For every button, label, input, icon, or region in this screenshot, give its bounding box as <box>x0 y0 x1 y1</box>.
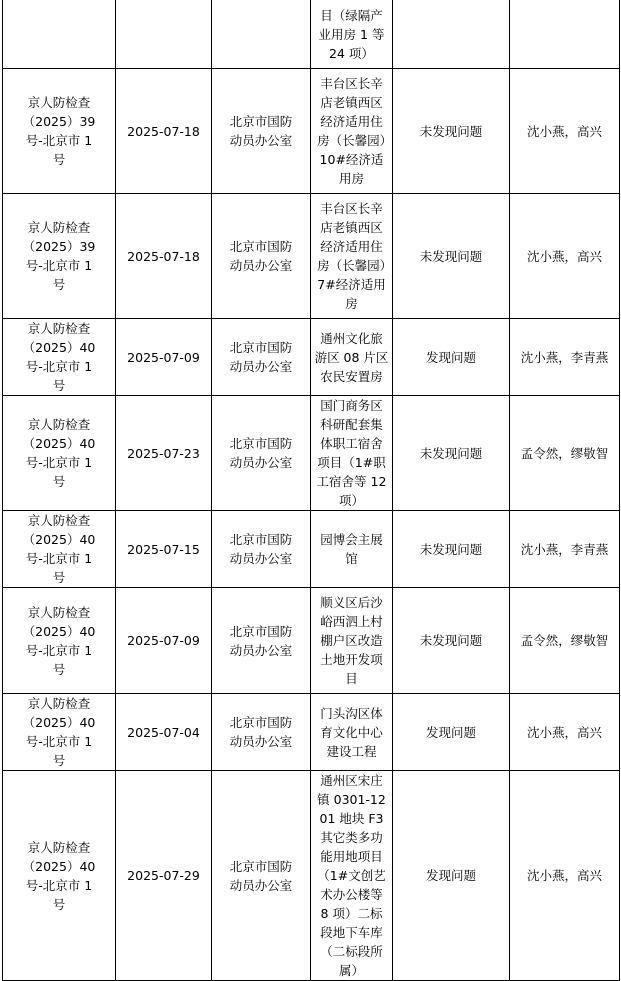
table-row <box>3 694 620 771</box>
inspecting-org-cell <box>212 0 311 69</box>
inspecting-org-cell: 北京市国防动员办公室 <box>212 396 311 511</box>
inspectors-cell: 沈小燕，高兴 <box>510 69 620 194</box>
inspection-date-cell: 2025-07-15 <box>116 511 212 588</box>
table-row <box>3 511 620 588</box>
project-name-cell: 顺义区后沙峪西泗上村棚户区改造土地开发项目 <box>311 588 393 694</box>
inspectors-cell <box>510 0 620 69</box>
inspectors-cell: 沈小燕，高兴 <box>510 694 620 771</box>
table-row <box>3 0 620 69</box>
inspection-result-cell <box>393 0 510 69</box>
inspection-result-cell: 发现问题 <box>393 694 510 771</box>
inspection-date-cell: 2025-07-09 <box>116 319 212 396</box>
inspecting-org-cell: 北京市国防动员办公室 <box>212 771 311 981</box>
inspection-date-cell: 2025-07-09 <box>116 588 212 694</box>
inspectors-cell: 沈小燕，高兴 <box>510 194 620 319</box>
inspection-number-cell: 京人防检查（2025）40 号-北京市 1 号 <box>3 396 116 511</box>
inspecting-org-cell: 北京市国防动员办公室 <box>212 511 311 588</box>
inspecting-org-cell: 北京市国防动员办公室 <box>212 694 311 771</box>
inspection-number-cell <box>3 0 116 69</box>
project-name-cell: 门头沟区体育文化中心建设工程 <box>311 694 393 771</box>
inspection-table <box>2 0 620 981</box>
project-name-cell: 通州区宋庄镇 0301-1201 地块 F3 其它类多功能用地项目（1#文创艺术办公楼等 8 项）二标段地下车库（二标段所属） <box>311 771 393 981</box>
inspection-number-cell: 京人防检查（2025）40 号-北京市 1 号 <box>3 588 116 694</box>
inspectors-cell: 沈小燕，高兴 <box>510 771 620 981</box>
inspection-number-cell: 京人防检查（2025）40 号-北京市 1 号 <box>3 319 116 396</box>
inspection-result-cell: 发现问题 <box>393 319 510 396</box>
inspection-number-cell: 京人防检查（2025）40 号-北京市 1 号 <box>3 771 116 981</box>
project-name-cell: 目（绿隔产业用房 1 等 24 项） <box>311 0 393 69</box>
inspection-number-cell: 京人防检查（2025）39 号-北京市 1 号 <box>3 69 116 194</box>
inspection-result-cell: 未发现问题 <box>393 396 510 511</box>
inspection-number-cell: 京人防检查（2025）40 号-北京市 1 号 <box>3 511 116 588</box>
inspectors-cell: 孟令然，缪敬智 <box>510 588 620 694</box>
project-name-cell: 丰台区长辛店老镇西区经济适用住房（长馨园）7#经济适用房 <box>311 194 393 319</box>
inspectors-cell: 沈小燕，李青燕 <box>510 319 620 396</box>
inspection-date-cell: 2025-07-04 <box>116 694 212 771</box>
project-name-cell: 园博会主展馆 <box>311 511 393 588</box>
table-row <box>3 588 620 694</box>
inspectors-cell: 沈小燕，李青燕 <box>510 511 620 588</box>
inspection-result-cell: 未发现问题 <box>393 69 510 194</box>
inspecting-org-cell: 北京市国防动员办公室 <box>212 588 311 694</box>
table-row <box>3 319 620 396</box>
inspection-number-cell: 京人防检查（2025）40 号-北京市 1 号 <box>3 694 116 771</box>
project-name-cell: 国门商务区科研配套集体职工宿舍项目（1#职工宿舍等 12 项） <box>311 396 393 511</box>
inspection-date-cell <box>116 0 212 69</box>
table-row <box>3 771 620 981</box>
project-name-cell: 丰台区长辛店老镇西区经济适用住房（长馨园）10#经济适用房 <box>311 69 393 194</box>
inspecting-org-cell: 北京市国防动员办公室 <box>212 319 311 396</box>
table-row <box>3 69 620 194</box>
inspection-date-cell: 2025-07-18 <box>116 194 212 319</box>
inspection-result-cell: 未发现问题 <box>393 194 510 319</box>
inspection-result-cell: 未发现问题 <box>393 588 510 694</box>
inspecting-org-cell: 北京市国防动员办公室 <box>212 194 311 319</box>
inspection-date-cell: 2025-07-29 <box>116 771 212 981</box>
inspection-result-cell: 未发现问题 <box>393 511 510 588</box>
project-name-cell: 通州文化旅游区 08 片区农民安置房 <box>311 319 393 396</box>
inspection-date-cell: 2025-07-18 <box>116 69 212 194</box>
table-row <box>3 194 620 319</box>
inspection-number-cell: 京人防检查（2025）39 号-北京市 1 号 <box>3 194 116 319</box>
inspection-date-cell: 2025-07-23 <box>116 396 212 511</box>
inspection-result-cell: 发现问题 <box>393 771 510 981</box>
inspecting-org-cell: 北京市国防动员办公室 <box>212 69 311 194</box>
inspectors-cell: 孟令然，缪敬智 <box>510 396 620 511</box>
table-row <box>3 396 620 511</box>
